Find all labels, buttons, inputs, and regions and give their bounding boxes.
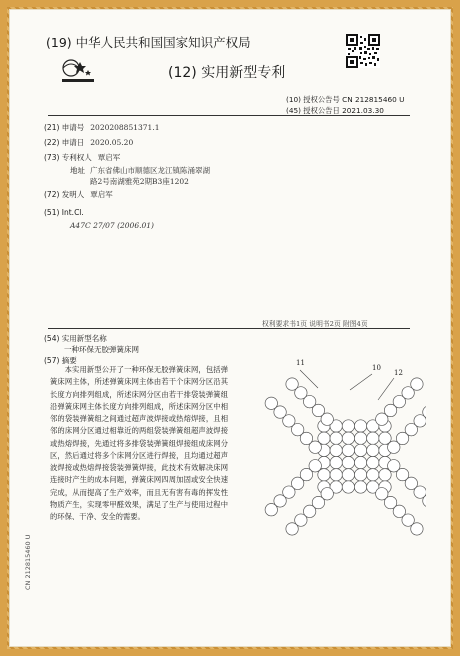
spring-coil	[411, 378, 423, 390]
application-number-key: (21) 申请号	[44, 123, 85, 132]
figure-label-10: 10	[372, 364, 381, 372]
issuing-office: (19) 中华人民共和国国家知识产权局	[46, 35, 251, 50]
spring-coil	[354, 481, 366, 493]
qr-code-icon	[346, 34, 380, 68]
filing-date: 2020.05.20	[90, 138, 134, 147]
publication-date: (45) 授权公告日 2021.03.30	[286, 106, 384, 115]
patentee-key: (73) 专利权人	[44, 153, 92, 162]
spring-coil	[330, 456, 342, 468]
spring-coil	[330, 469, 342, 481]
address-key-row	[70, 165, 85, 176]
header-divider	[48, 115, 410, 116]
address-line-2: 路2号南湖雅苑2期B3座1202	[90, 177, 189, 186]
leader-line-12	[378, 378, 394, 400]
patent-kind: (12) 实用新型专利	[168, 65, 286, 81]
patentee-row	[44, 152, 120, 163]
int-cl-key: (51) Int.Cl.	[44, 208, 84, 217]
spring-coil	[286, 378, 298, 390]
spring-coil	[367, 444, 379, 456]
figure-label-12: 12	[394, 369, 403, 377]
spring-coil	[342, 469, 354, 481]
spring-coil	[354, 432, 366, 444]
title-label: (54) 实用新型名称	[44, 334, 107, 343]
int-cl-value: A47C 27/07 (2006.01)	[70, 221, 154, 230]
spring-coil	[367, 432, 379, 444]
spring-coil	[342, 432, 354, 444]
leader-line-10	[350, 374, 372, 390]
spring-coil	[342, 420, 354, 432]
abstract-paragraph: 本实用新型公开了一种环保无胶弹簧床网，包括弹簧床网主体，所述弹簧床网主体由若干个床网分区沿其长度方向排列组成，所述床网分区由若干排袋装弹簧组沿弹簧床网主体长度方向排列组成，所述床网分区中相邻的袋装弹簧组之间通过超声波焊接或热熔焊接，且相邻的床网分区通过相靠近的两组袋装弹簧组超声波焊接或热熔焊接，先通过将多排袋装弹簧组焊接组成床网分区，然后通过将多个床网分区进行焊接，且均通过超声波焊接或热熔焊接袋装弹簧焊接，此技术有效解决床网连接时产生的成本问题，弹簧床网四周加固或安全快速完成，从而提高了生产效率，而且无有害有毒的挥发性物质产生，实现零甲醛效果，满足了生产与使用过程中的环保、干净、安全的需要。	[50, 365, 228, 521]
spring-grid	[265, 378, 426, 535]
title-label-row	[44, 333, 107, 344]
spring-coil	[342, 481, 354, 493]
side-publication-code: CN 212815460 U	[24, 534, 32, 590]
spring-coil	[330, 444, 342, 456]
cnipa-logo-icon	[60, 55, 96, 89]
section-divider	[48, 328, 410, 329]
spring-coil	[265, 504, 277, 516]
spring-coil	[354, 456, 366, 468]
inventor: 覃启军	[90, 190, 113, 199]
filing-date-key: (22) 申请日	[44, 138, 85, 147]
spring-coil	[354, 469, 366, 481]
spring-coil	[354, 420, 366, 432]
mattress-spring-figure	[232, 348, 426, 558]
patentee: 覃启军	[97, 153, 121, 162]
page-count-info: 权利要求书1页 说明书2页 附图4页	[262, 320, 368, 328]
spring-coil	[265, 397, 277, 409]
spring-coil	[286, 523, 298, 535]
spring-coil	[342, 456, 354, 468]
address-key: 地址	[70, 166, 85, 175]
abstract-text	[50, 364, 228, 523]
application-number: 2020208851371.1	[90, 123, 160, 132]
spring-coil	[342, 444, 354, 456]
publication-number: (10) 授权公告号 CN 212815460 U	[286, 95, 405, 104]
inventor-row	[44, 189, 113, 200]
filing-date-row	[44, 137, 133, 148]
spring-coil	[367, 456, 379, 468]
inventor-key: (72) 发明人	[44, 190, 85, 199]
address-line-1: 广东省佛山市顺德区龙江镇陈涌翠湖	[90, 166, 210, 175]
figure-label-11: 11	[296, 359, 305, 367]
spring-coil	[367, 469, 379, 481]
leader-line-11	[300, 370, 318, 388]
abstract-label: (57) 摘要	[44, 356, 77, 365]
spring-coil	[330, 432, 342, 444]
utility-model-title: 一种环保无胶弹簧床网	[64, 345, 139, 354]
spring-coil	[411, 523, 423, 535]
spring-coil	[354, 444, 366, 456]
application-number-row	[44, 122, 159, 133]
int-cl-row	[44, 208, 84, 217]
